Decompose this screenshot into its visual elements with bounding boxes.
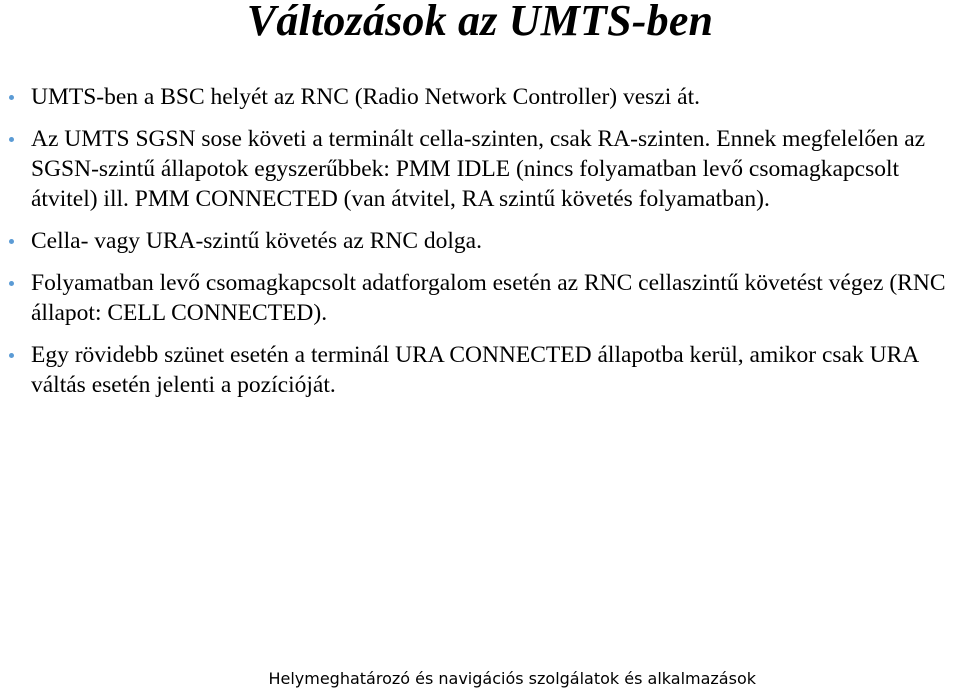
bullet-text: Folyamatban levő csomagkapcsolt adatforgalom esetén az RNC cellaszintű követést végez (RNC állapot: CELL CONNECTED). xyxy=(31,270,946,326)
bullet-list xyxy=(0,82,960,412)
bullet-dot-icon xyxy=(9,137,14,142)
bullet-dot-icon xyxy=(9,353,14,358)
bullet-dot-icon xyxy=(9,95,14,100)
bullet-item xyxy=(0,226,960,256)
bullet-dot-icon xyxy=(9,281,14,286)
bullet-item xyxy=(0,268,960,328)
bullet-item xyxy=(0,82,960,112)
bullet-item xyxy=(0,340,960,400)
bullet-text: Cella- vagy URA-szintű követés az RNC dolga. xyxy=(31,228,482,254)
bullet-text: Az UMTS SGSN sose követi a terminált cella-szinten, csak RA-szinten. Ennek megfelelően az SGSN-szintű állapotok egyszerűbbek: PMM IDLE (nincs folyamatban levő csomagkapcsolt átvitel) ill. PMM CONNECTED (van átvitel, RA szintű követés folyamatban). xyxy=(31,126,926,212)
bullet-text: Egy rövidebb szünet esetén a terminál URA CONNECTED állapotba kerül, amikor csak URA váltás esetén jelenti a pozícióját. xyxy=(31,342,918,398)
slide-footer: Helymeghatározó és navigációs szolgálatok és alkalmazások xyxy=(268,669,756,688)
slide-title: Változások az UMTS-ben xyxy=(246,0,714,45)
bullet-text: UMTS-ben a BSC helyét az RNC (Radio Network Controller) veszi át. xyxy=(31,84,700,110)
bullet-item xyxy=(0,124,960,214)
bullet-dot-icon xyxy=(9,239,14,244)
